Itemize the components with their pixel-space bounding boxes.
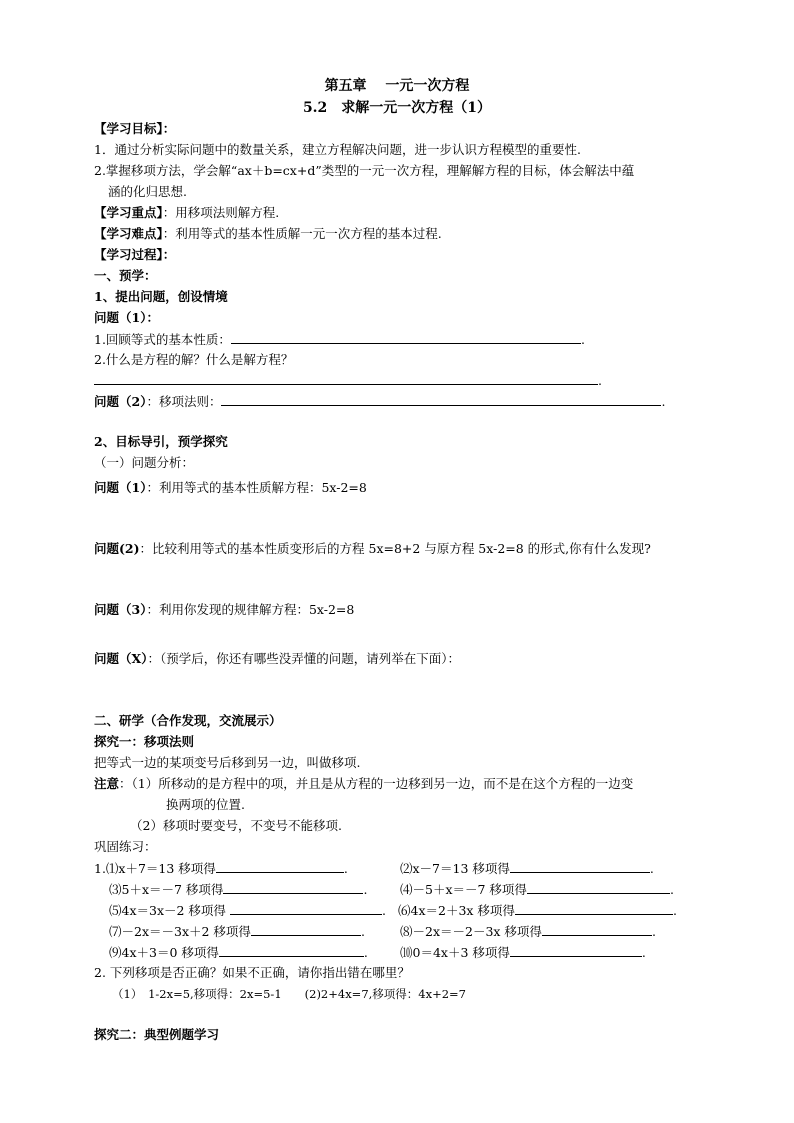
q1-label: 问题（1）： [94,310,159,325]
period: . [669,882,674,897]
exercise-text: ⑺－2x＝－3x＋2 移项得 [109,924,251,939]
exercise-text: ⑸4x＝3x－2 移项得 [109,903,226,918]
answer-blank[interactable] [94,372,598,385]
answer-blank[interactable] [223,881,363,894]
answer-blank[interactable] [527,881,670,894]
exercise-3 [109,881,367,898]
difficulty [94,226,442,242]
question-2-items: （1） 1-2x=5,移项得：2x=5-1 (2)2+4x=7,移项得：4x+2=7 [112,987,466,1001]
q1-item2: 2.什么是方程的解？什么是解方程？ [94,352,294,367]
note-label: 注意 [94,776,120,791]
answer-blank[interactable] [515,902,673,915]
period: . [641,945,646,960]
period: . [343,861,348,876]
objective-2-cont: 涵的化归思想. [108,184,187,199]
note-2: （2）移项时要变号，不变号不能移项. [130,818,342,833]
answer-blank[interactable] [510,944,642,957]
definition: 把等式一边的某项变号后移到另一边，叫做移项. [94,755,361,770]
answer-blank[interactable] [251,923,361,936]
q2-label: 问题（2） [94,394,147,409]
key-point [94,205,279,221]
preview-heading: 一、预学： [94,268,157,283]
period: . [580,332,585,347]
period: . [363,945,368,960]
p2-label: 问题(2) [94,541,140,556]
answer-blank[interactable] [510,860,650,873]
objectives-label: 【学习目标】： [94,121,176,136]
q1-item2-answer [94,372,602,389]
px-text: ：（预学后，你还有哪些没弄懂的问题，请列举在下面）： [147,651,460,666]
exercise-text: ⑵x－7＝13 移项得 [400,861,510,876]
section-title: 5.2 求解一元一次方程（1） [302,100,492,116]
q2-line [94,393,665,410]
answer-blank[interactable] [216,860,344,873]
p1-label: 问题（1） [94,480,147,495]
exercise-7 [109,923,365,940]
period: . [598,373,602,388]
exercise-text: ⑹4x＝2＋3x 移项得 [398,903,515,918]
guide-heading: 2、目标导引，预学探究 [94,434,228,449]
guide-p1 [94,480,367,496]
exercise-text: ⑷－5＋x＝－7 移项得 [400,882,527,897]
answer-blank[interactable] [219,944,364,957]
period: . [651,924,656,939]
process-label: 【学习过程】： [94,247,176,262]
p1-text: ：利用等式的基本性质解方程：5x-2=8 [146,480,367,495]
q1-item1 [94,331,585,348]
period: . [661,394,666,409]
exercise-2 [400,860,654,877]
note-1-cont: 换两项的位置. [166,797,245,812]
exercise-5 [109,902,386,919]
exercise-text: ⑽0＝4x＋3 移项得 [400,945,510,960]
key-point-text: ：用移项法则解方程. [162,205,280,220]
period: . [672,903,677,918]
objective-2: 2.掌握移项方法，学会解“ax＋b=cx+d”类型的一元一次方程，理解解方程的目标，体会解法中蕴 [94,163,635,178]
p3-label: 问题（3） [94,602,147,617]
period: . [649,861,654,876]
objective-1: 1．通过分析实际问题中的数量关系，建立方程解决问题，进一步认识方程模型的重要性. [94,142,581,157]
chapter-title: 第五章 一元一次方程 [324,78,470,94]
p3-text: ：利用你发现的规律解方程：5x-2=8 [146,602,355,617]
exercise-9 [109,944,368,961]
answer-blank[interactable] [231,331,581,344]
difficulty-text: ：利用等式的基本性质解一元一次方程的基本过程. [162,226,442,241]
exercise-4 [400,881,674,898]
q1-item1-text: 1.回顾等式的基本性质： [94,332,231,347]
analysis-label: （一）问题分析： [94,455,195,470]
exercise-text: 1.⑴x＋7＝13 移项得 [94,861,216,876]
period: . [360,924,365,939]
exercise-10 [400,944,646,961]
q2-text: ：移项法则： [146,394,222,409]
answer-blank[interactable] [221,393,661,406]
study-heading: 二、研学（合作发现，交流展示） [94,713,282,728]
explore1-heading: 探究一：移项法则 [94,734,195,749]
exercise-8 [400,923,656,940]
key-point-label: 【学习重点】 [94,205,163,220]
p2-text: ：比较利用等式的基本性质变形后的方程 5x=8+2 与原方程 5x-2=8 的形式,你有什么发现? [139,541,651,556]
difficulty-label: 【学习难点】 [94,226,163,241]
guide-p2 [94,541,651,557]
px-label: 问题（X） [94,651,148,666]
answer-blank[interactable] [230,902,382,915]
exercise-text: ⑻－2x＝－2－3x 移项得 [400,924,542,939]
exercise-6 [398,902,677,919]
guide-px [94,651,460,667]
explore2-heading: 探究二：典型例题学习 [94,1027,220,1042]
answer-blank[interactable] [542,923,652,936]
exercise-text: ⑶5＋x＝－7 移项得 [109,882,224,897]
question-2: 2. 下列移项是否正确？如果不正确，请你指出错在哪里？ [94,965,410,980]
practice-label: 巩固练习： [94,839,157,854]
note-1 [94,776,633,792]
period: . [381,903,386,918]
period: . [363,882,368,897]
exercise-1 [94,860,348,877]
preview-sub1: 1、提出问题，创设情境 [94,289,228,304]
guide-p3 [94,602,354,618]
exercise-text: ⑼4x＋3＝0 移项得 [109,945,219,960]
note-1-text: ：（1）所移动的是方程中的项，并且是从方程的一边移到另一边，而不是在这个方程的一边变 [119,776,634,791]
